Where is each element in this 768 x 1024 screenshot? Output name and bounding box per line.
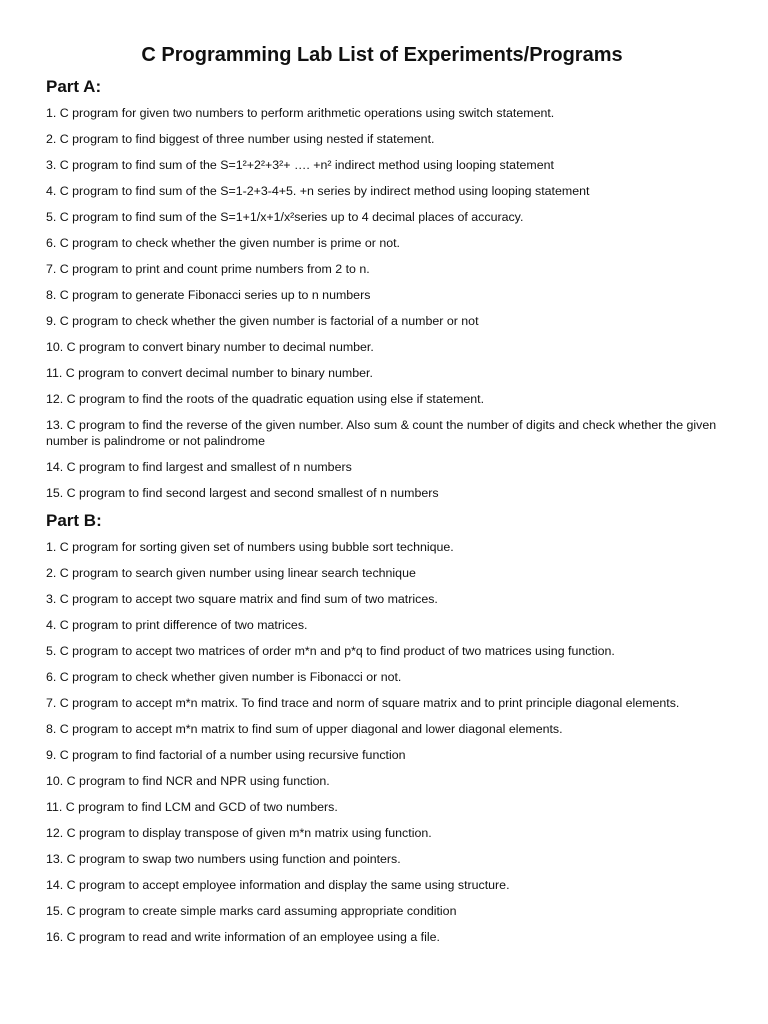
list-item: 1. C program for sorting given set of numbers using bubble sort technique.	[46, 540, 454, 554]
list-item: 3. C program to find sum of the S=1²+2²+3²+ …. +n² indirect method using looping statement	[46, 158, 554, 172]
list-item: 12. C program to find the roots of the quadratic equation using else if statement.	[46, 392, 485, 406]
part-b-heading: Part B:	[46, 511, 102, 530]
list-item: 6. C program to check whether the given number is prime or not.	[46, 236, 400, 250]
list-item: 5. C program to find sum of the S=1+1/x+1/x²series up to 4 decimal places of accuracy.	[46, 210, 524, 224]
part-a-heading: Part A:	[46, 77, 102, 96]
list-item: 4. C program to find sum of the S=1-2+3-4+5. +n series by indirect method using looping statement	[46, 184, 590, 198]
list-item: 10. C program to find NCR and NPR using function.	[46, 774, 330, 788]
list-item: 1. C program for given two numbers to perform arithmetic operations using switch statement.	[46, 106, 555, 120]
list-item: 4. C program to print difference of two matrices.	[46, 618, 308, 632]
list-item: 9. C program to find factorial of a number using recursive function	[46, 748, 406, 762]
part-a-list	[46, 105, 718, 501]
list-item: 11. C program to find LCM and GCD of two numbers.	[46, 800, 338, 814]
list-item: 7. C program to accept m*n matrix. To find trace and norm of square matrix and to print principle diagonal elements.	[46, 696, 680, 710]
list-item: 15. C program to find second largest and second smallest of n numbers	[46, 486, 439, 500]
list-item: 12. C program to display transpose of given m*n matrix using function.	[46, 826, 432, 840]
list-item: 3. C program to accept two square matrix and find sum of two matrices.	[46, 592, 438, 606]
list-item: 13. C program to swap two numbers using function and pointers.	[46, 852, 401, 866]
part-b-list	[46, 539, 718, 945]
list-item: 15. C program to create simple marks card assuming appropriate condition	[46, 904, 457, 918]
list-item: 14. C program to accept employee information and display the same using structure.	[46, 878, 510, 892]
list-item: 10. C program to convert binary number to decimal number.	[46, 340, 374, 354]
part-b-section	[46, 511, 718, 945]
list-item: 6. C program to check whether given number is Fibonacci or not.	[46, 670, 402, 684]
list-item: 2. C program to search given number using linear search technique	[46, 566, 416, 580]
list-item: 13. C program to find the reverse of the given number. Also sum & count the number of digits and check whether the given number is palindrome or not palindrome	[46, 418, 717, 448]
list-item: 5. C program to accept two matrices of order m*n and p*q to find product of two matrices using function.	[46, 644, 615, 658]
list-item: 11. C program to convert decimal number to binary number.	[46, 366, 373, 380]
list-item: 7. C program to print and count prime numbers from 2 to n.	[46, 262, 370, 276]
list-item: 14. C program to find largest and smallest of n numbers	[46, 460, 352, 474]
part-a-section	[46, 77, 718, 501]
list-item: 8. C program to accept m*n matrix to find sum of upper diagonal and lower diagonal elements.	[46, 722, 563, 736]
list-item: 2. C program to find biggest of three number using nested if statement.	[46, 132, 435, 146]
list-item: 16. C program to read and write information of an employee using a file.	[46, 930, 440, 944]
list-item: 9. C program to check whether the given number is factorial of a number or not	[46, 314, 479, 328]
page-title: C Programming Lab List of Experiments/Programs	[141, 44, 623, 66]
list-item: 8. C program to generate Fibonacci series up to n numbers	[46, 288, 371, 302]
